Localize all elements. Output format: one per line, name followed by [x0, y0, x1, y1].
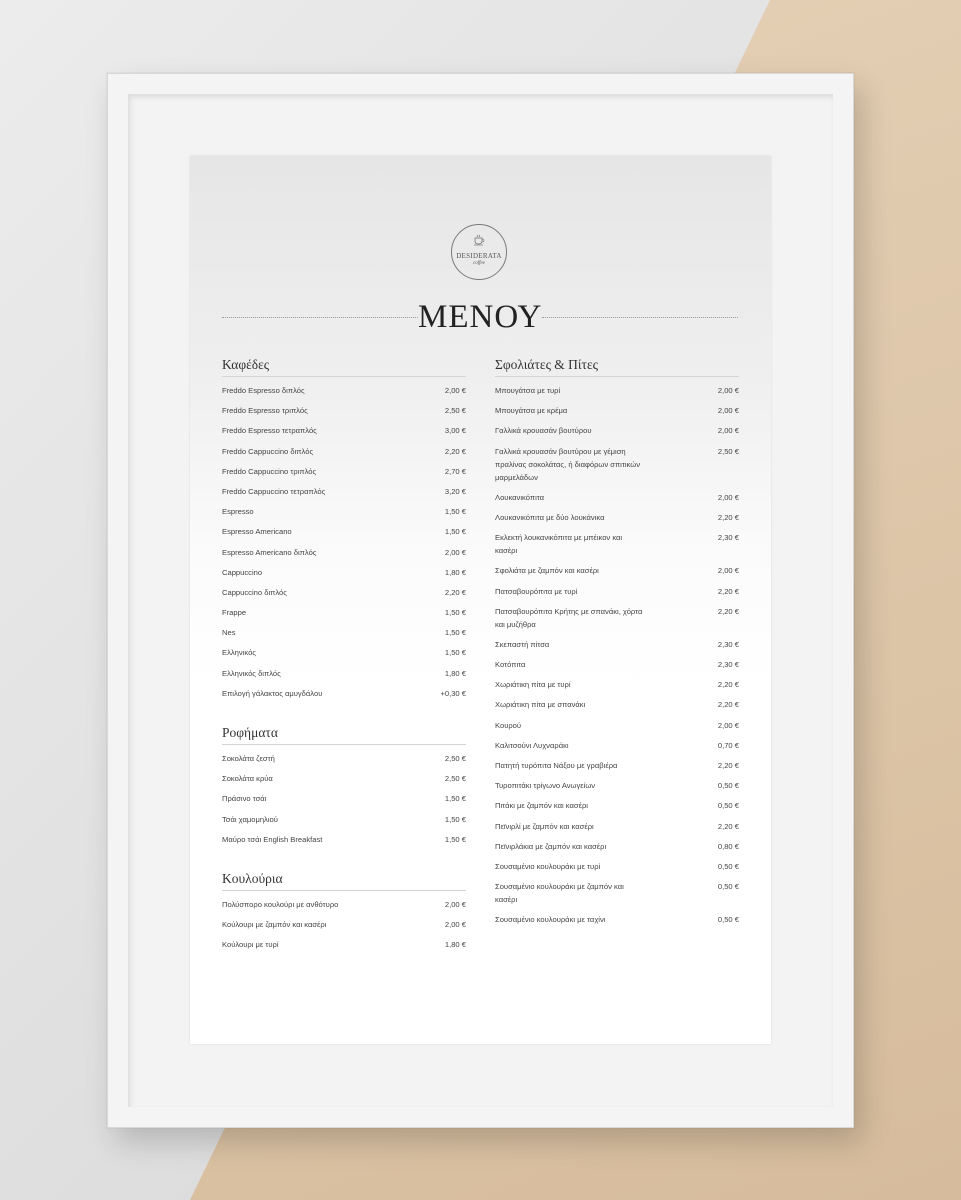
menu-item-name: Μπουγάτσα με τυρί — [495, 386, 561, 395]
menu-item — [222, 792, 466, 805]
menu-item — [222, 938, 466, 951]
menu-item-price: 2,20 € — [444, 587, 466, 597]
title-rule-left — [222, 317, 418, 318]
menu-item — [495, 424, 739, 437]
menu-item — [495, 880, 739, 906]
menu-item — [495, 779, 739, 792]
menu-item-price: 2,20 € — [717, 700, 739, 710]
menu-item-name: Σοκολάτα ζεστή — [222, 754, 275, 763]
menu-item-price: 1,50 € — [444, 608, 466, 618]
menu-item-name: Freddo Espresso διπλός — [222, 386, 305, 395]
item-list — [222, 898, 466, 951]
menu-item-price: 1,80 € — [444, 668, 466, 678]
menu-item-price: 2,20 € — [717, 586, 739, 596]
menu-item — [222, 445, 466, 458]
menu-item-price: 2,20 € — [717, 606, 739, 616]
item-list — [495, 384, 739, 926]
menu-item-name: Κουρού — [495, 720, 522, 730]
menu-item-price: 0,50 € — [717, 801, 739, 811]
menu-item-price: 0,50 € — [717, 915, 739, 925]
menu-item — [495, 658, 739, 671]
menu-item-name: Τυροπιτάκι τρίγωνο Ανωγείων — [495, 781, 596, 791]
menu-item — [495, 739, 739, 752]
menu-item-price: 2,00 € — [444, 547, 466, 557]
menu-item-price: 3,00 € — [444, 426, 466, 436]
menu-item-name: Μπουγάτσα με κρέμα — [495, 406, 568, 416]
menu-item-price: 0,50 € — [717, 781, 739, 791]
menu-item-name: Espresso Americano — [222, 527, 292, 537]
menu-item-name: Nes — [222, 628, 236, 638]
menu-item-price: 2,30 € — [717, 660, 739, 670]
menu-item-price: 2,30 € — [717, 533, 739, 543]
menu-item-name: Freddo Cappuccino τετραπλός — [222, 486, 326, 496]
menu-item-name: Espresso Americano διπλός — [222, 547, 317, 557]
section-title: Ροφήματα — [222, 724, 466, 745]
menu-item-price: 1,50 € — [444, 507, 466, 517]
menu-item — [222, 626, 466, 639]
menu-item-name: Εκλεκτή λουκανικόπιτα με μπέικον και κασέρι — [495, 533, 623, 556]
menu-item-name: Μαύρο τσάι English Breakfast — [222, 834, 323, 844]
menu-item-name: Κοτόπιτα — [495, 660, 526, 670]
menu-item-name: Ελληνικός — [222, 648, 256, 658]
menu-item — [222, 687, 466, 700]
section-koulouria — [222, 870, 466, 959]
menu-item-name: Καλιτσούνι Λυχναράκι — [495, 740, 569, 750]
menu-item — [222, 566, 466, 579]
menu-item — [222, 898, 466, 911]
menu-item-name: Ελληνικός διπλός — [222, 668, 281, 678]
item-list — [222, 752, 466, 846]
menu-item — [222, 384, 466, 397]
menu-item — [222, 525, 466, 538]
menu-item — [222, 404, 466, 417]
menu-item-price: 2,50 € — [444, 406, 466, 416]
menu-item-price: 2,30 € — [717, 639, 739, 649]
menu-item — [222, 606, 466, 619]
menu-item — [495, 759, 739, 772]
menu-item — [222, 833, 466, 846]
menu-item-name: Σοκολάτα κρύα — [222, 774, 273, 784]
menu-item — [495, 799, 739, 812]
menu-item-price: 0,50 € — [717, 861, 739, 871]
menu-item-price: 2,00 € — [717, 406, 739, 416]
menu-item — [495, 698, 739, 711]
menu-item-price: 1,50 € — [444, 834, 466, 844]
section-coffees — [222, 356, 466, 707]
title-rule-right — [542, 317, 738, 318]
menu-item-price: 1,80 € — [444, 567, 466, 577]
menu-item — [222, 667, 466, 680]
menu-item — [222, 586, 466, 599]
menu-item — [495, 678, 739, 691]
section-pies — [495, 356, 739, 934]
menu-item-price: 2,20 € — [717, 680, 739, 690]
menu-item — [495, 913, 739, 926]
section-title: Κουλούρια — [222, 870, 466, 891]
cafe-logo — [451, 224, 507, 280]
menu-item-price: 1,50 € — [444, 648, 466, 658]
menu-item — [495, 840, 739, 853]
menu-item-name: Freddo Espresso τετραπλός — [222, 426, 317, 436]
menu-item-name: Freddo Espresso τριπλός — [222, 406, 308, 416]
menu-item-name: Σφολιάτα με ζαμπόν και κασέρι — [495, 566, 599, 576]
menu-item-name: Σουσαμένιο κουλουράκι με ζαμπόν και κασέρι — [495, 882, 624, 905]
menu-item-price: 3,20 € — [444, 486, 466, 496]
menu-item-price: +0,30 € — [440, 688, 466, 698]
menu-item-price: 2,00 € — [717, 426, 739, 436]
menu-item-name: Κούλουρι με τυρί — [222, 940, 279, 950]
menu-item — [222, 424, 466, 437]
menu-item-name: Πολύσπορο κουλούρι με ανθότυρο — [222, 900, 339, 909]
menu-item-name: Freddo Cappuccino τριπλός — [222, 466, 317, 476]
menu-item-name: Cappuccino διπλός — [222, 587, 287, 597]
menu-item — [222, 918, 466, 931]
menu-item-price: 1,50 € — [444, 794, 466, 804]
menu-item-name: Επιλογή γάλακτος αμυγδάλου — [222, 688, 323, 698]
menu-item-price: 1,50 € — [444, 527, 466, 537]
section-title: Σφολιάτες & Πίτες — [495, 356, 739, 377]
menu-item-name: Γαλλικά κρουασάν βουτύρου με γέμιση πραλίνας σοκολάτας, ή διαφόρων σπιτικών μαρμελάδων — [495, 446, 640, 482]
menu-item — [495, 585, 739, 598]
menu-item-price: 0,80 € — [717, 841, 739, 851]
menu-item-price: 2,50 € — [717, 446, 739, 456]
menu-item — [495, 820, 739, 833]
menu-sheet — [190, 156, 771, 1044]
menu-item — [222, 772, 466, 785]
logo-subtitle: coffee — [473, 261, 485, 266]
menu-item-price: 2,20 € — [717, 761, 739, 770]
menu-item — [495, 719, 739, 732]
menu-item — [222, 546, 466, 559]
section-beverages — [222, 724, 466, 853]
menu-item-name: Frappe — [222, 608, 247, 618]
menu-item — [495, 638, 739, 651]
menu-item-name: Espresso — [222, 507, 254, 517]
menu-item-price: 2,50 € — [444, 754, 466, 763]
menu-item — [495, 404, 739, 417]
menu-item-name: Λουκανικόπιτα με δύο λουκάνικα — [495, 512, 605, 522]
menu-item-price: 2,20 € — [444, 446, 466, 456]
menu-item-price: 2,00 € — [717, 386, 739, 395]
menu-item-name: Γαλλικά κρουασάν βουτύρου — [495, 426, 592, 436]
menu-item — [495, 860, 739, 873]
menu-item — [222, 485, 466, 498]
menu-item-price: 2,00 € — [444, 386, 466, 395]
menu-item-name: Πεϊνιρλί με ζαμπόν και κασέρι — [495, 821, 594, 831]
item-list — [222, 384, 466, 700]
menu-item-name: Χωριάτικη πίτα με τυρί — [495, 680, 571, 690]
menu-item-price: 1,50 € — [444, 628, 466, 638]
menu-item-name: Σουσαμένιο κουλουράκι με τυρί — [495, 861, 601, 871]
menu-item — [495, 605, 739, 631]
menu-item-price: 1,50 € — [444, 814, 466, 824]
coffee-cup-icon — [473, 234, 485, 246]
menu-item — [222, 646, 466, 659]
menu-item-price: 2,20 € — [717, 512, 739, 522]
menu-item-name: Σουσαμένιο κουλουράκι με ταχίνι — [495, 915, 606, 925]
menu-item — [495, 531, 739, 557]
menu-item-name: Freddo Cappuccino διπλός — [222, 446, 314, 456]
menu-item-name: Πιτάκι με ζαμπόν και κασέρι — [495, 801, 588, 811]
menu-item-name: Πράσινο τσάι — [222, 794, 267, 804]
menu-item-price: 2,00 € — [717, 566, 739, 576]
menu-item-name: Σκεπαστή πίτσα — [495, 639, 550, 649]
menu-item-name: Πατσαβουρόπιτα Κρήτης με σπανάκι, χόρτα και μυζήθρα — [495, 606, 643, 629]
menu-item-name: Πατητή τυρόπιτα Νάξου με γραβιέρα — [495, 761, 618, 770]
menu-item — [222, 505, 466, 518]
menu-item-price: 2,70 € — [444, 466, 466, 476]
menu-item — [495, 491, 739, 504]
menu-item — [495, 384, 739, 397]
menu-item-price: 2,20 € — [717, 821, 739, 831]
menu-item-price: 2,00 € — [717, 492, 739, 502]
menu-item-name: Λουκανικόπιτα — [495, 492, 545, 502]
menu-item — [495, 511, 739, 524]
menu-item-name: Πατσαβουρόπιτα με τυρί — [495, 586, 578, 596]
menu-item-price: 2,00 € — [717, 720, 739, 730]
menu-item — [222, 752, 466, 765]
menu-item-price: 1,80 € — [444, 940, 466, 950]
menu-item-name: Πεϊνιρλάκια με ζαμπόν και κασέρι — [495, 841, 607, 851]
menu-item-price: 2,00 € — [444, 920, 466, 930]
menu-item-price: 2,50 € — [444, 774, 466, 784]
menu-item-price: 2,00 € — [444, 900, 466, 909]
menu-item-name: Κούλουρι με ζαμπόν και κασέρι — [222, 920, 327, 930]
menu-item — [495, 564, 739, 577]
menu-item-price: 0,50 € — [717, 882, 739, 892]
menu-item-name: Cappuccino — [222, 567, 263, 577]
menu-item-name: Χωριάτικη πίτα με σπανάκι — [495, 700, 586, 710]
menu-item — [222, 813, 466, 826]
menu-item-name: Τσάι χαμομηλιού — [222, 814, 278, 824]
section-title: Καφέδες — [222, 356, 466, 377]
menu-title: ΜΕΝΟΥ — [418, 299, 543, 335]
menu-item — [495, 445, 739, 484]
menu-item — [222, 465, 466, 478]
logo-name: DESIDERATA — [456, 252, 502, 260]
menu-item-price: 0,70 € — [717, 740, 739, 750]
